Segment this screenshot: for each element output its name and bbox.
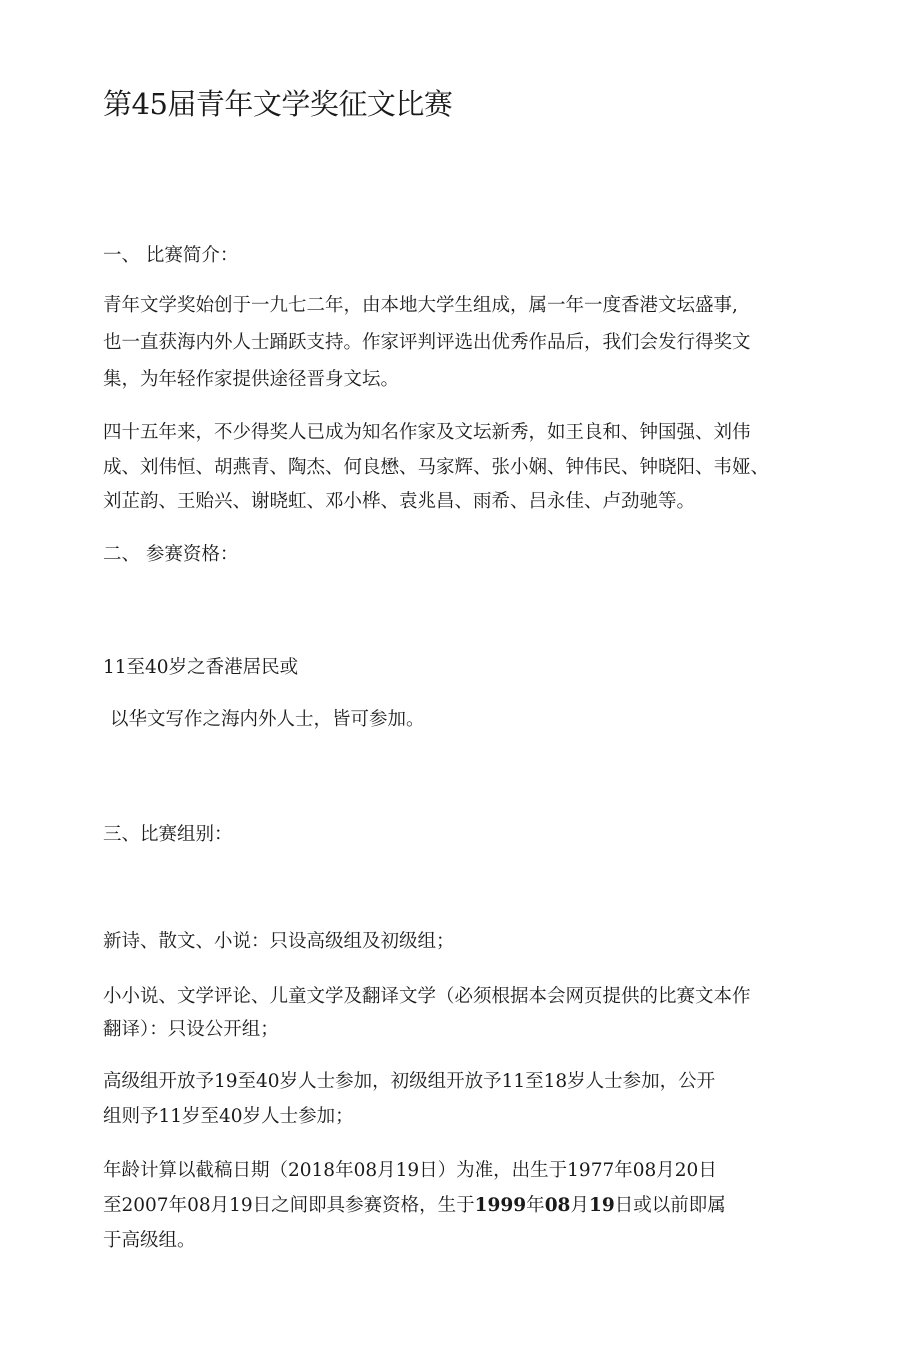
age-rule-day: 19 [588, 1195, 615, 1216]
paragraph-line: 刘芷韵、王贻兴、谢晓虹、邓小桦、袁兆昌、雨希、吕永佳、卢劲驰等。 [103, 491, 696, 512]
age-rule-line: 于高级组。 [103, 1230, 196, 1251]
age-rule-line [103, 1194, 726, 1218]
age-rule-text: 日或以前即属 [614, 1195, 726, 1216]
eligibility-line: 11至40岁之香港居民或 [103, 657, 299, 678]
section-heading-eligibility: 二、 参赛资格： [103, 544, 239, 565]
category-line: 小小说、文学评论、儿童文学及翻译文学（必须根据本会网页提供的比赛文本作 [103, 986, 751, 1007]
age-rule-text: 至2007年08月19日之间即具参赛资格，生于 [103, 1195, 475, 1216]
paragraph-line: 集，为年轻作家提供途径晋身文坛。 [103, 369, 400, 390]
paragraph-line: 成、刘伟恒、胡燕青、陶杰、何良懋、马家辉、张小娴、钟伟民、钟晓阳、韦娅、 [103, 457, 770, 478]
paragraph-line: 青年文学奖始创于一九七二年，由本地大学生组成，属一年一度香港文坛盛事, [103, 295, 738, 316]
category-line: 新诗、散文、小说：只设高级组及初级组； [103, 931, 455, 952]
section-heading-intro: 一、 比赛简介： [103, 245, 239, 266]
paragraph-line: 也一直获海内外人士踊跃支持。作家评判评选出优秀作品后，我们会发行得奖文 [103, 332, 751, 353]
document-title: 第45届青年文学奖征文比赛 [103, 87, 453, 121]
age-rule-text: 月 [570, 1195, 589, 1216]
age-rule-line: 年龄计算以截稿日期（2018年08月19日）为准，出生于1977年08月20日 [103, 1160, 717, 1181]
age-rule-month: 08 [544, 1195, 571, 1216]
category-line: 组则予11岁至40岁人士参加； [103, 1106, 354, 1127]
section-heading-categories: 三、比赛组别： [103, 824, 233, 845]
paragraph-line: 四十五年来，不少得奖人已成为知名作家及文坛新秀，如王良和、钟国强、刘伟 [103, 422, 751, 443]
category-line: 高级组开放予19至40岁人士参加，初级组开放予11至18岁人士参加，公开 [103, 1071, 716, 1092]
category-line: 翻译）：只设公开组； [103, 1019, 279, 1040]
age-rule-text: 年 [526, 1195, 545, 1216]
age-rule-year: 1999 [474, 1195, 527, 1216]
eligibility-line: 以华文写作之海内外人士，皆可参加。 [110, 709, 425, 730]
